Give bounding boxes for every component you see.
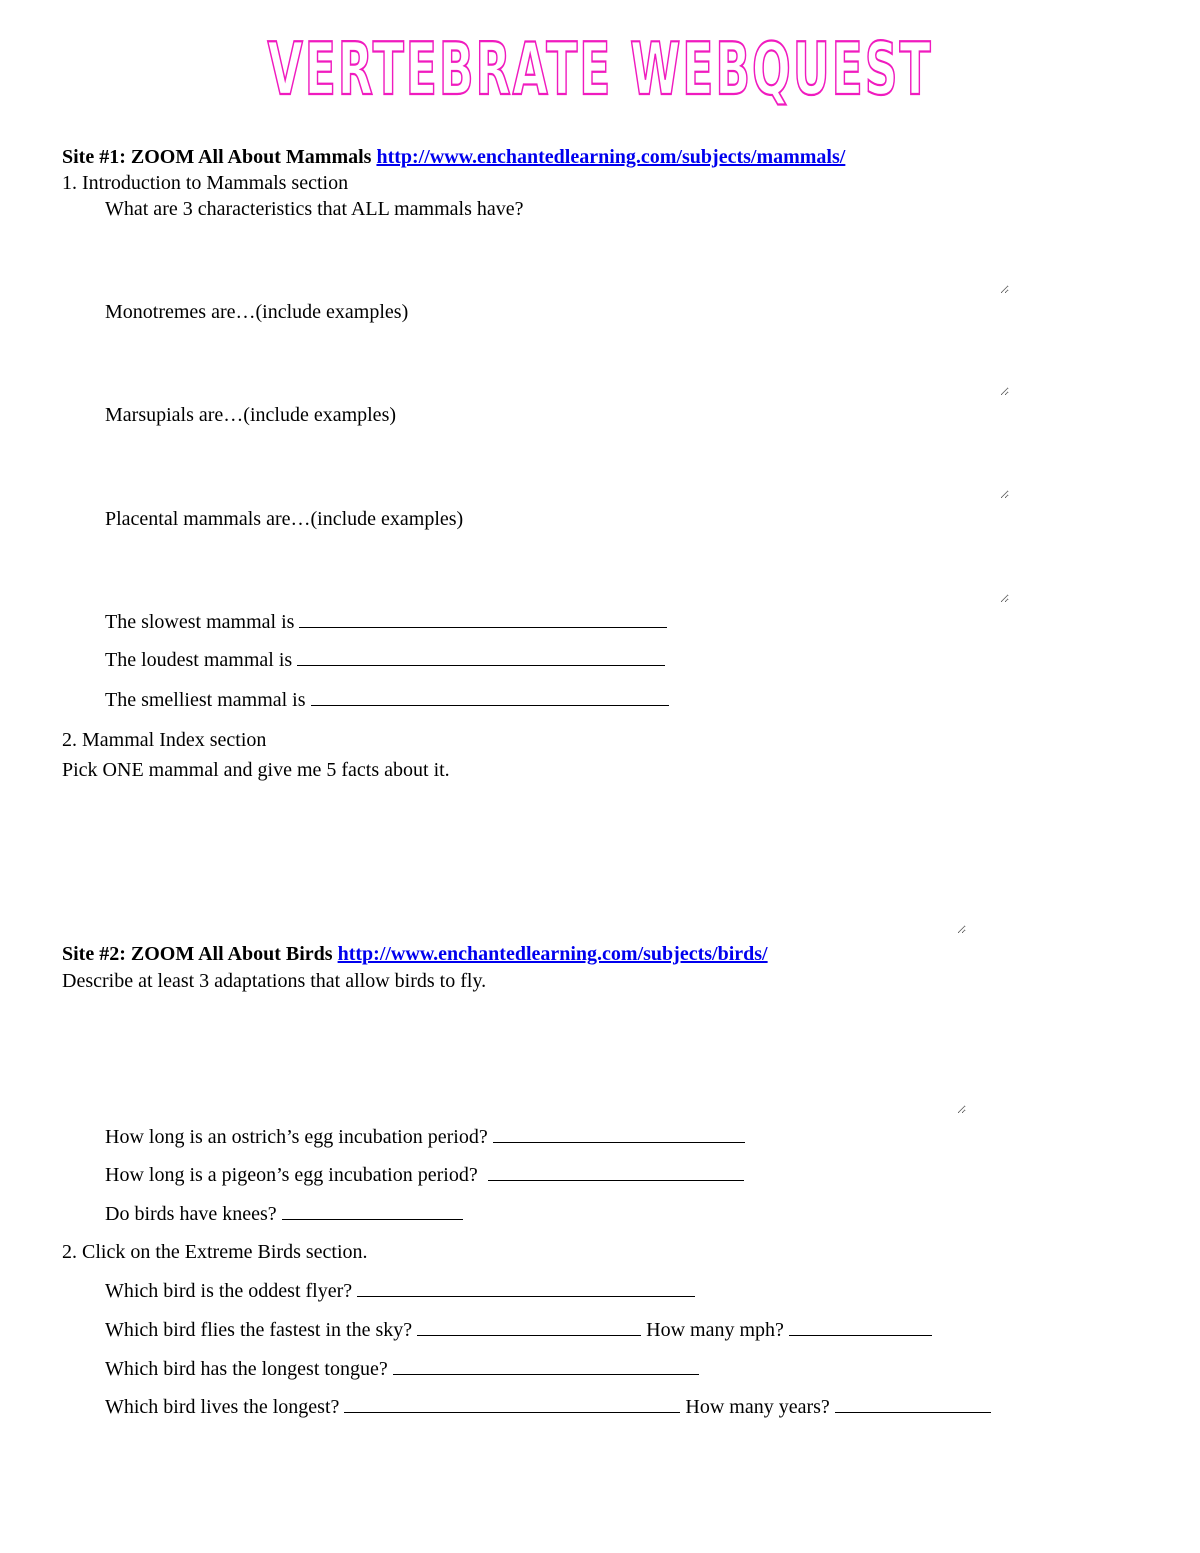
question-fastest-line bbox=[105, 1318, 932, 1342]
site1-section1-label: 1. Introduction to Mammals section bbox=[62, 172, 349, 194]
answer-fastest-input[interactable] bbox=[417, 1322, 641, 1340]
question-slowest-line bbox=[105, 610, 667, 634]
answer-pigeon-input[interactable] bbox=[488, 1167, 744, 1185]
question-fastest: Which bird flies the fastest in the sky? bbox=[105, 1319, 413, 1341]
question-oddest: Which bird is the oddest flyer? bbox=[105, 1280, 353, 1302]
question-marsupials: Marsupials are…(include examples) bbox=[105, 404, 397, 426]
site1-heading-line bbox=[62, 145, 845, 169]
question-knees: Do birds have knees? bbox=[105, 1203, 277, 1225]
answer-knees-blank[interactable] bbox=[282, 1202, 463, 1220]
answer-knees-input[interactable] bbox=[282, 1206, 463, 1224]
site2-heading-line bbox=[62, 942, 768, 966]
answer-pick-one[interactable] bbox=[62, 790, 966, 934]
question-pick-one: Pick ONE mammal and give me 5 facts about it. bbox=[62, 759, 450, 781]
question-monotremes: Monotremes are…(include examples) bbox=[105, 301, 409, 323]
question-slowest: The slowest mammal is bbox=[105, 611, 295, 633]
answer-longest-lives-blank[interactable] bbox=[344, 1395, 680, 1413]
question-adaptations: Describe at least 3 adaptations that allow birds to fly. bbox=[62, 970, 487, 992]
question-ostrich-line bbox=[105, 1125, 745, 1149]
site2-heading: Site #2: ZOOM All About Birds bbox=[62, 943, 333, 965]
answer-longest-lives-input[interactable] bbox=[344, 1399, 680, 1417]
answer-slowest-blank[interactable] bbox=[299, 610, 667, 628]
answer-fastest-blank[interactable] bbox=[417, 1318, 641, 1336]
answer-adaptations[interactable] bbox=[62, 1000, 966, 1114]
answer-placental[interactable] bbox=[105, 537, 1009, 603]
site2-section2-label: 2. Click on the Extreme Birds section. bbox=[62, 1241, 368, 1263]
question-knees-line bbox=[105, 1202, 463, 1226]
page-title-text: VERTEBRATE WEBQUEST bbox=[267, 30, 933, 110]
answer-years-input[interactable] bbox=[835, 1399, 991, 1417]
answer-smelliest-input[interactable] bbox=[311, 692, 669, 710]
answer-tongue-input[interactable] bbox=[393, 1361, 699, 1379]
answer-monotremes[interactable] bbox=[105, 330, 1009, 396]
question-ostrich: How long is an ostrich’s egg incubation period? bbox=[105, 1126, 488, 1148]
question-loudest-line bbox=[105, 648, 665, 672]
question-years: How many years? bbox=[685, 1396, 830, 1418]
answer-ostrich-blank[interactable] bbox=[493, 1125, 745, 1143]
question-placental: Placental mammals are…(include examples) bbox=[105, 508, 464, 530]
question-characteristics: What are 3 characteristics that ALL mammals have? bbox=[105, 198, 524, 220]
question-longest-lives-line bbox=[105, 1395, 991, 1419]
question-smelliest: The smelliest mammal is bbox=[105, 689, 306, 711]
answer-characteristics[interactable] bbox=[105, 228, 1009, 294]
answer-tongue-blank[interactable] bbox=[393, 1357, 699, 1375]
site1-link[interactable]: http://www.enchantedlearning.com/subjects/mammals/ bbox=[376, 146, 846, 168]
answer-pigeon-blank[interactable] bbox=[488, 1163, 744, 1181]
answer-oddest-blank[interactable] bbox=[357, 1279, 695, 1297]
question-pigeon: How long is a pigeon’s egg incubation period? bbox=[105, 1164, 478, 1186]
answer-loudest-blank[interactable] bbox=[297, 648, 665, 666]
answer-years-blank[interactable] bbox=[835, 1395, 991, 1413]
site2-link[interactable]: http://www.enchantedlearning.com/subjects/birds/ bbox=[337, 943, 768, 965]
question-pigeon-line bbox=[105, 1163, 744, 1187]
answer-smelliest-blank[interactable] bbox=[311, 688, 669, 706]
question-oddest-line bbox=[105, 1279, 695, 1303]
question-tongue: Which bird has the longest tongue? bbox=[105, 1358, 388, 1380]
answer-marsupials[interactable] bbox=[105, 433, 1009, 499]
answer-ostrich-input[interactable] bbox=[493, 1129, 745, 1147]
question-longest-lives: Which bird lives the longest? bbox=[105, 1396, 340, 1418]
question-smelliest-line bbox=[105, 688, 669, 712]
answer-slowest-input[interactable] bbox=[299, 614, 667, 632]
answer-mph-input[interactable] bbox=[789, 1322, 932, 1340]
question-mph: How many mph? bbox=[646, 1319, 784, 1341]
answer-mph-blank[interactable] bbox=[789, 1318, 932, 1336]
answer-oddest-input[interactable] bbox=[357, 1283, 695, 1301]
question-loudest: The loudest mammal is bbox=[105, 649, 293, 671]
site1-section2-label: 2. Mammal Index section bbox=[62, 729, 267, 751]
question-tongue-line bbox=[105, 1357, 699, 1381]
page-title bbox=[0, 30, 1200, 110]
site1-heading: Site #1: ZOOM All About Mammals bbox=[62, 146, 372, 168]
answer-loudest-input[interactable] bbox=[297, 652, 665, 670]
